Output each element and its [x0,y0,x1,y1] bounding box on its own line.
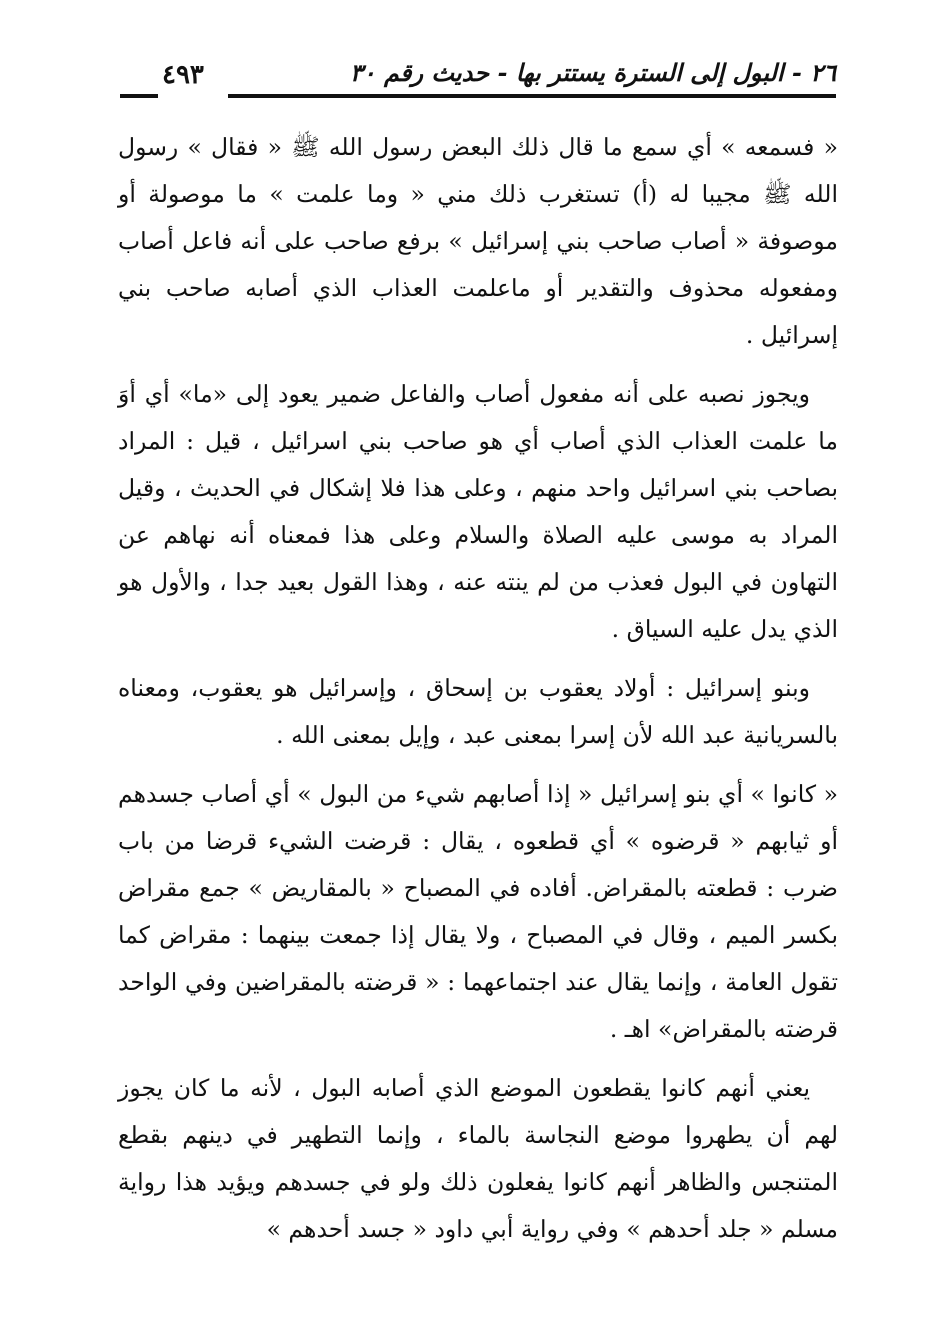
paragraph-kanu: « كانوا » أي بنو إسرائيل « إذا أصابهم شيء من البول » أي أصاب جسدهم أو ثيابهم « قرضوه » أي قطعوه ، يقال : قرضت الشيء قرضا من باب ضرب : قطعته بالمقراض. أفاده في المصباح « بالمقاريض » جمع مقراض بكسر الميم ، وقال في المصباح ، ولا يقال إذا جمعت بينهما : مقراض كما تقول العامة ، وإنما يقال عند اجتماعهما : « قرضته بالمقراضين وفي الواحد قرضته بالمقراض» اهـ . [118,780,838,1043]
paragraph-gap [118,1053,838,1065]
page-number: ٤٩٣ [162,60,204,90]
paragraph-bani-israil: وبنو إسرائيل : أولاد يعقوب بن إسحاق ، وإسرائيل هو يعقوب، ومعناه بالسريانية عبد الله لأن إسرا بمعنى عبد ، وإيل بمعنى الله . [118,674,838,749]
page-body [118,124,838,1253]
header-rule [228,94,836,98]
running-title: ٢٦ - البول إلى السترة يستتر بها - حديث رقم ٣٠ [349,58,836,87]
paragraph-gap [118,759,838,771]
header-rule-short [120,94,158,98]
paragraph-explanation: « فسمعه » أي سمع ما قال ذلك البعض رسول الله ﷺ « فقال » رسول الله ﷺ مجيبا له (أ) تستغرب ذلك مني « وما علمت » ما موصولة أو موصوفة « أصاب صاحب بني إسرائيل » برفع صاحب على أنه فاعل أصاب ومفعوله محذوف والتقدير أو ماعلمت العذاب الذي أصابه صاحب بني إسرائيل . [118,133,838,349]
paragraph-gap [118,359,838,371]
paragraph-meaning: يعني أنهم كانوا يقطعون الموضع الذي أصابه البول ، لأنه ما كان يجوز لهم أن يطهروا موضع النجاسة بالماء ، وإنما التطهير في دينهم بقطع المتنجس والظاهر أنهم كانوا يفعلون ذلك ولو في جسدهم ويؤيد هذا رواية مسلم « جلد أحدهم » وفي رواية أبي داود « جسد أحدهم » [118,1074,838,1243]
paragraph-gap [118,653,838,665]
page-header [120,58,836,106]
paragraph-grammar: ويجوز نصبه على أنه مفعول أصاب والفاعل ضمير يعود إلى «ما» أي أوَ ما علمت العذاب الذي أصاب أي هو صاحب بني اسرائيل ، قيل : المراد بصاحب بني اسرائيل واحد منهم ، وعلى هذا فلا إشكال في الحديث ، وقيل المراد به موسى عليه الصلاة والسلام وعلى هذا فمعناه أنه نهاهم عن التهاون في البول فعذب من لم ينته عنه ، وهذا القول بعيد جدا ، والأول هو الذي يدل عليه السياق . [118,380,838,643]
